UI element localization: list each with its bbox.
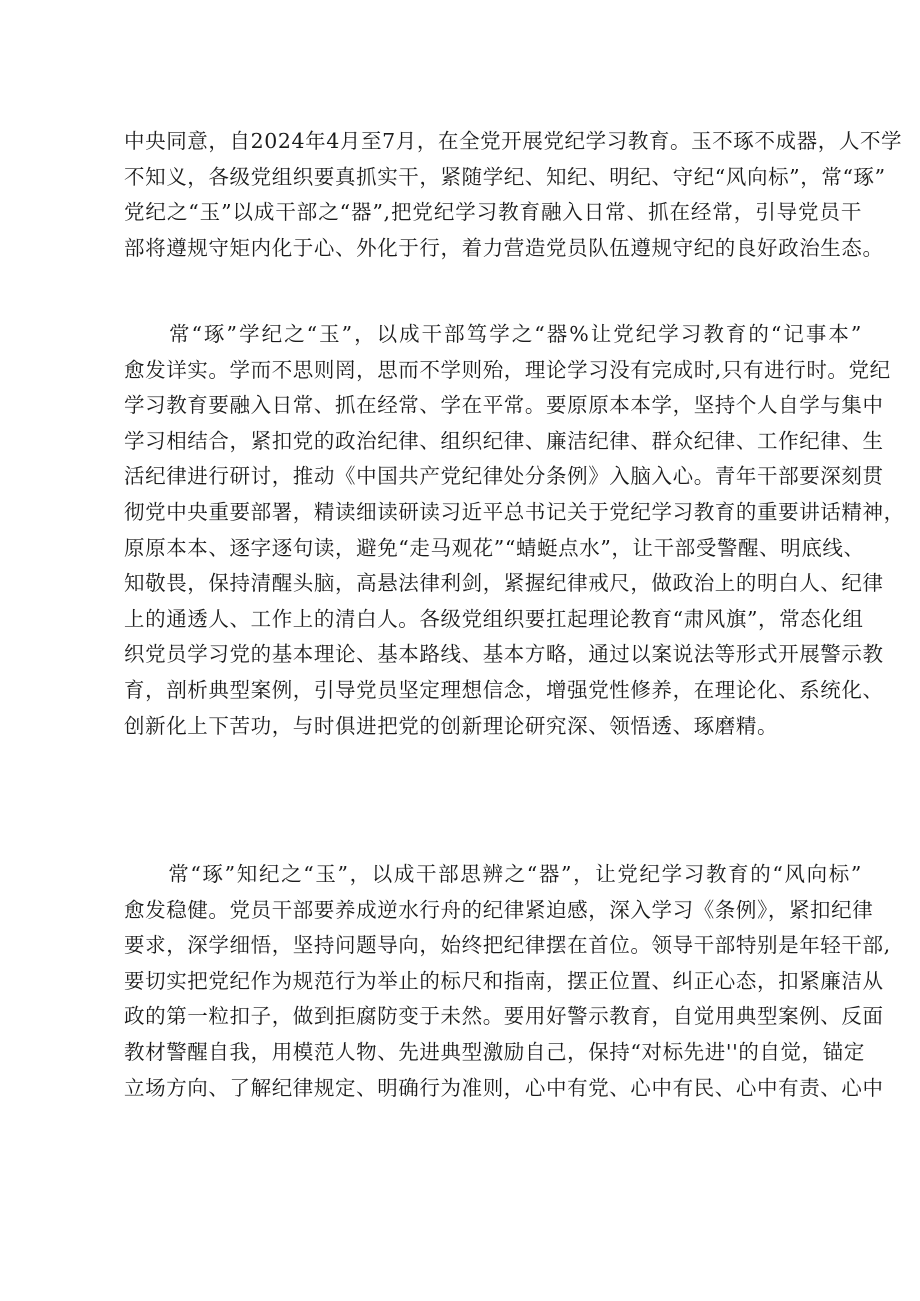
text-line: 党纪之“玉”以成干部之“器”,把党纪学习教育融入日常、抓在经常，引导党员干 [124, 200, 862, 225]
text-line: 原原本本、逐字逐句读，避免“走马观花”“蜻蜓点水”，让干部受警醒、明底线、 [124, 535, 865, 560]
text-line: 部将遵规守矩内化于心、外化于行，着力营造党员队伍遵规守纪的良好政治生态。 [124, 235, 884, 260]
paragraph-3 [124, 857, 891, 1106]
text-line: 常“琢”知纪之“玉”，以成干部思辨之“器”，让党纪学习教育的“风向标” [124, 862, 862, 886]
text-line: 育，剖析典型案例，引导党员坚定理想信念，增强党性修养，在理论化、系统化、 [124, 677, 884, 702]
text-line: 愈发稳健。党员干部要养成逆水行舟的纪律紧迫感，深入学习《条例》，紧扣纪律 [124, 897, 874, 922]
text-line: 创新化上下苦功，与时俱进把党的创新理论研究深、领悟透、琢磨精。 [124, 713, 779, 738]
text-line: 要切实把党纪作为规范行为举止的标尺和指南，摆正位置、纠正心态，扣紧廉洁从 [124, 968, 884, 993]
text-line: 中央同意，自2024年4月至7月，在全党开展党纪学习教育。玉不琢不成器，人不学 [124, 129, 903, 153]
text-line: 织党员学习党的基本理论、基本路线、基本方略，通过以案说法等形式开展警示教 [124, 642, 884, 667]
text-line: 知敬畏，保持清醒头脑，高悬法律利剑，紧握纪律戒尺，做政治上的明白人、纪律 [124, 571, 884, 596]
paragraph-1 [124, 124, 903, 266]
text-line: 愈发详实。学而不思则罔，思而不学则殆，理论学习没有完成时,只有进行时。党纪 [124, 357, 891, 382]
text-line: 常“琢”学纪之“玉”，以成干部笃学之“器%让党纪学习教育的“记事本” [124, 322, 862, 346]
text-line: 学习相结合，紧扣党的政治纪律、组织纪律、廉洁纪律、群众纪律、工作纪律、生 [124, 428, 884, 453]
text-line: 不知义，各级党组织要真抓实干，紧随学纪、知纪、明纪、守纪“风向标”，常“琢” [124, 164, 886, 189]
text-line: 学习教育要融入日常、抓在经常、学在平常。要原原本本学，坚持个人自学与集中 [124, 393, 884, 418]
text-line: 教材警醒自我，用模范人物、先进典型激励自己，保持“对标先进''的自觉，锚定 [124, 1039, 865, 1064]
text-line: 要求，深学细悟，坚持问题导向，始终把纪律摆在首位。领导干部特别是年轻干部, [124, 933, 891, 958]
paragraph-2 [124, 317, 905, 744]
text-line: 活纪律进行研讨，推动《中国共产党纪律处分条例》入脑入心。青年干部要深刻贯 [124, 464, 884, 489]
text-line: 彻党中央重要部署，精读细读研读习近平总书记关于党纪学习教育的重要讲话精神， [124, 499, 905, 524]
text-line: 政的第一粒扣子，做到拒腐防变于未然。要用好警示教育，自觉用典型案例、反面 [124, 1004, 884, 1029]
text-line: 立场方向、了解纪律规定、明确行为准则，心中有党、心中有民、心中有责、心中 [124, 1075, 884, 1100]
text-line: 上的通透人、工作上的清白人。各级党组织要扛起理论教育“肃风旗”，常态化组 [124, 606, 864, 631]
